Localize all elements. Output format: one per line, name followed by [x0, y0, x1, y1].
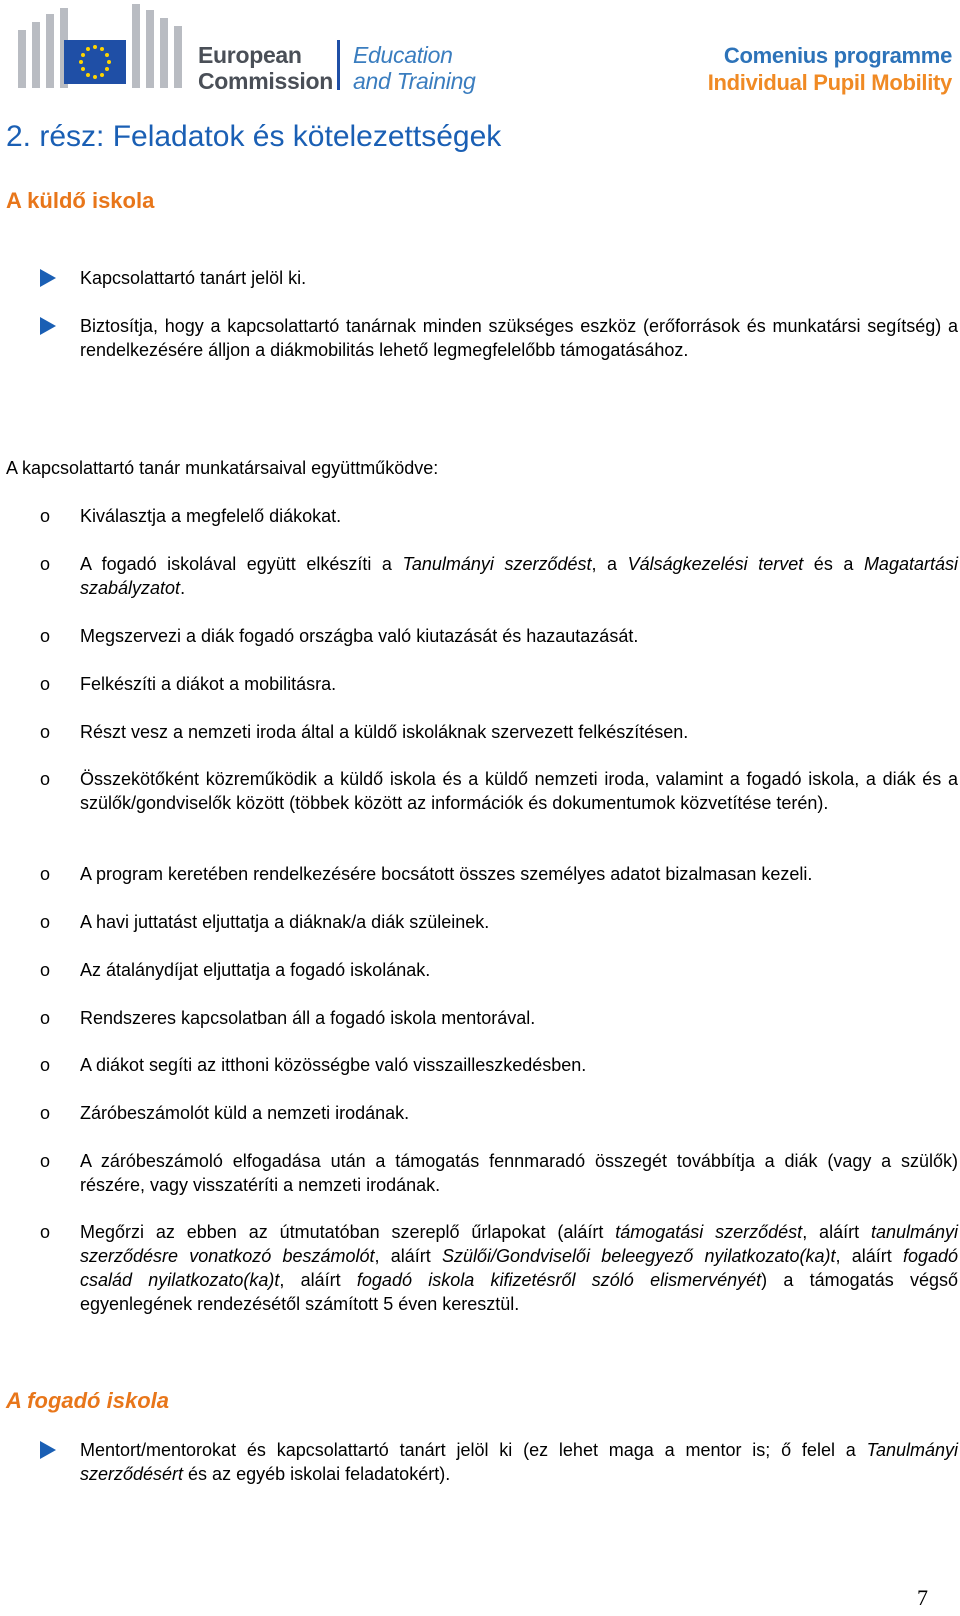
page-header: [0, 0, 960, 100]
circle-bullet: o: [40, 1103, 51, 1123]
list-item-text: Rendszeres kapcsolatban áll a fogadó iskola mentorával.: [80, 1008, 536, 1028]
list-item-text: Mentort/mentorokat és kapcsolattartó tanárt jelöl ki (ez lehet maga a mentor is; ő felel a Tanulmányi szerződésért és az egyéb iskolai feladatokért).: [80, 1440, 958, 1484]
header-divider: [337, 40, 340, 90]
circle-bullet: o: [40, 626, 51, 646]
programme-line2: Individual Pupil Mobility: [707, 70, 952, 95]
ec-wordmark: [198, 42, 333, 94]
circle-bullet: o: [40, 960, 51, 980]
circle-bullet: o: [40, 912, 51, 932]
arrow-right-icon: [40, 269, 56, 287]
circle-bullet: o: [40, 674, 51, 694]
section-heading-receiving-school: A fogadó iskola: [6, 1388, 169, 1413]
ec-line2: Commission: [198, 68, 334, 94]
circle-bullet: o: [40, 506, 51, 526]
circle-bullet: o: [40, 769, 51, 789]
ec-building-logo: [14, 0, 194, 96]
section-heading-sending-school: A küldő iskola: [6, 188, 155, 213]
cooperation-intro: A kapcsolattartó tanár munkatársaival együttműködve:: [6, 458, 439, 478]
list-item-text: Kapcsolattartó tanárt jelöl ki.: [80, 268, 307, 288]
circle-bullet: o: [40, 1222, 51, 1242]
dg-wordmark: [353, 42, 476, 94]
list-item-text: Biztosítja, hogy a kapcsolattartó tanárnak minden szükséges eszköz (erőforrások és munkatársi segítség) a rendelkezésére álljon a diákmobilitás lehető legmegfelelőbb támogatásához.: [80, 316, 958, 360]
list-item-text: Felkészíti a diákot a mobilitásra.: [80, 674, 337, 694]
page-title: 2. rész: Feladatok és kötelezettségek: [6, 120, 502, 153]
dg-line2: and Training: [353, 68, 476, 94]
arrow-right-icon: [40, 317, 56, 335]
list-item-text: A fogadó iskolával együtt elkészíti a Tanulmányi szerződést, a Válságkezelési tervet és a Magatartási szabályzatot.: [80, 554, 958, 598]
list-item-text: Összekötőként közreműködik a küldő iskola és a küldő nemzeti iroda, valamint a fogadó iskola, a diák és a szülők/gondviselők között (többek között az információk és dokumentumok közvetítése terén).: [80, 769, 958, 813]
list-item-text: Az átalánydíjat eljuttatja a fogadó iskolának.: [80, 960, 431, 980]
dg-line1: Education: [353, 42, 453, 68]
list-item-text: A havi juttatást eljuttatja a diáknak/a diák szüleinek.: [80, 912, 490, 932]
circle-bullet: o: [40, 722, 51, 742]
list-item-text: Részt vesz a nemzeti iroda által a küldő iskoláknak szervezett felkészítésen.: [80, 722, 689, 742]
ec-line1: European: [198, 42, 302, 68]
list-item-text: A program keretében rendelkezésére bocsátott összes személyes adatot bizalmasan kezeli.: [80, 864, 813, 884]
list-item-text: Megőrzi az ebben az útmutatóban szereplő űrlapokat (aláírt támogatási szerződést, aláírt tanulmányi szerződésre vonatkozó beszámolót, aláírt Szülői/Gondviselői beleegyező nyilatkozato(ka)t, aláírt fogadó család nyilatkozato(ka)t, aláírt fogadó iskola kifizetésről szóló elismervényét) a támogatás végső egyenlegének rendezésétől számított 5 éven keresztül.: [80, 1222, 958, 1314]
programme-wordmark: [708, 42, 952, 96]
list-item-text: Kiválasztja a megfelelő diákokat.: [80, 506, 342, 526]
list-item-text: Záróbeszámolót küld a nemzeti irodának.: [80, 1103, 410, 1123]
programme-line1: Comenius programme: [723, 43, 952, 68]
list-item-text: Megszervezi a diák fogadó országba való kiutazását és hazautazását.: [80, 626, 639, 646]
circle-bullet: o: [40, 554, 51, 574]
circle-bullet: o: [40, 1008, 51, 1028]
arrow-right-icon: [40, 1441, 56, 1459]
circle-bullet: o: [40, 1055, 51, 1075]
list-item-text: A diákot segíti az itthoni közösségbe való visszailleszkedésben.: [80, 1055, 587, 1075]
list-item-text: A záróbeszámoló elfogadása után a támogatás fennmaradó összegét továbbítja a diák (vagy a szülők) részére, vagy visszatéríti a nemzeti irodának.: [80, 1151, 958, 1195]
circle-bullet: o: [40, 1151, 51, 1171]
page-number: 7: [917, 1585, 928, 1610]
circle-bullet: o: [40, 864, 51, 884]
